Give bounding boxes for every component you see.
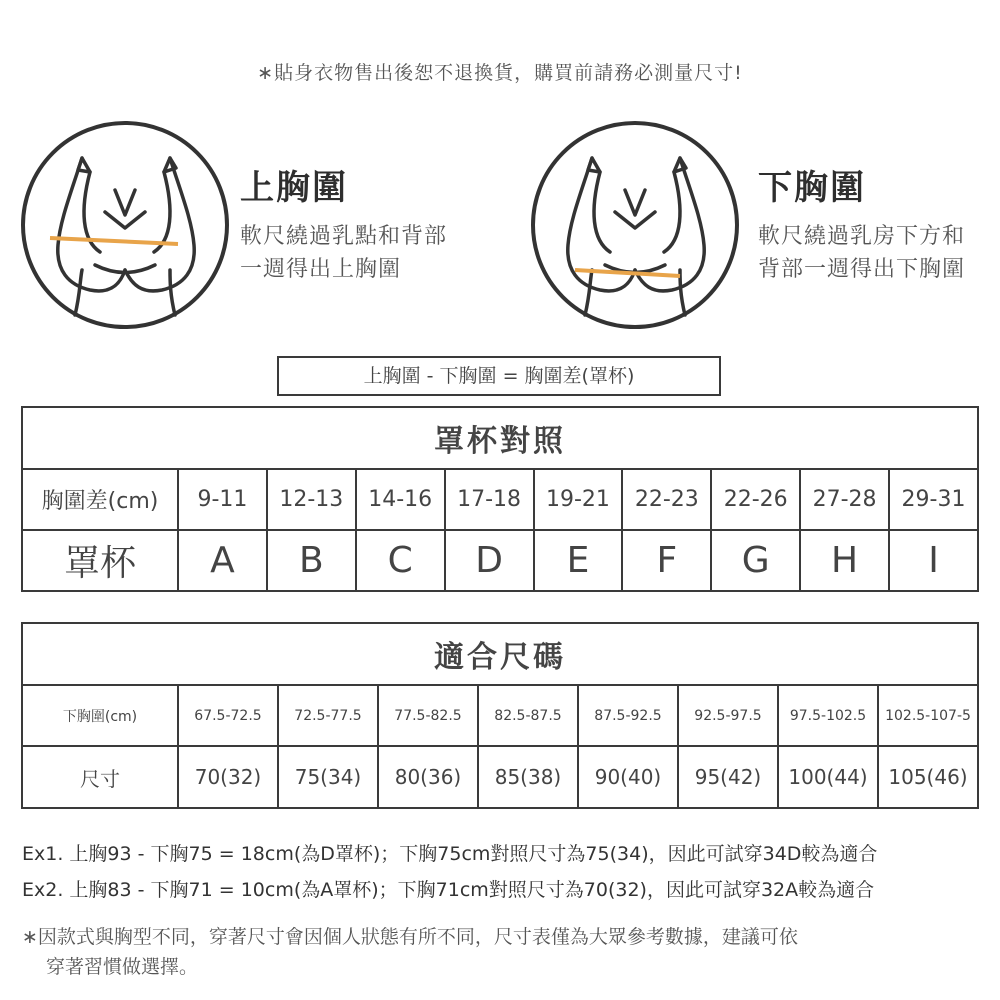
size-value-cell: 95(42) — [678, 746, 778, 808]
cup-letter-cell: E — [534, 530, 623, 591]
cup-letter-cell: A — [178, 530, 267, 591]
footnote-line1: ∗因款式與胸型不同，穿著尺寸會因個人狀態有所不同，尺寸表僅為大眾參考數據，建議可依 — [22, 926, 798, 948]
cup-size-table — [21, 406, 979, 592]
size-range-cell: 72.5-77.5 — [278, 685, 378, 746]
size-range-cell: 77.5-82.5 — [378, 685, 478, 746]
size-value-cell: 105(46) — [878, 746, 978, 808]
upper-bust-svg — [20, 120, 230, 330]
upper-bust-desc-line2: 一週得出上胸圍 — [240, 257, 402, 282]
formula-box: 上胸圍 - 下胸圍 = 胸圍差(罩杯) — [277, 356, 721, 396]
cup-diff-row — [22, 469, 978, 530]
cup-letter-cell: H — [800, 530, 889, 591]
size-range-header: 下胸圍(cm) — [22, 685, 178, 746]
cup-letter-cell: G — [711, 530, 800, 591]
example-2: Ex2. 上胸83 - 下胸71 = 10cm(為A罩杯)；下胸71cm對照尺寸為70(32)，因此可試穿32A較為適合 — [22, 879, 875, 901]
size-value-header: 尺寸 — [22, 746, 178, 808]
notice-top: ∗貼身衣物售出後恕不退換貨，購買前請務必測量尺寸! — [257, 62, 743, 84]
size-table-title: 適合尺碼 — [22, 623, 978, 685]
size-value-cell: 90(40) — [578, 746, 678, 808]
size-range-cell: 87.5-92.5 — [578, 685, 678, 746]
cup-diff-cell: 29-31 — [889, 469, 978, 530]
upper-bust-title: 上胸圍 — [240, 168, 348, 208]
cup-diff-cell: 22-26 — [711, 469, 800, 530]
cup-letter-cell: C — [356, 530, 445, 591]
size-range-cell: 97.5-102.5 — [778, 685, 878, 746]
size-value-cell: 80(36) — [378, 746, 478, 808]
cup-diff-cell: 19-21 — [534, 469, 623, 530]
size-range-row — [22, 685, 978, 746]
cup-letter-cell: D — [445, 530, 534, 591]
example-1: Ex1. 上胸93 - 下胸75 = 18cm(為D罩杯)；下胸75cm對照尺寸為75(34)，因此可試穿34D較為適合 — [22, 843, 878, 865]
size-value-cell: 100(44) — [778, 746, 878, 808]
cup-letter-cell: I — [889, 530, 978, 591]
upper-bust-illustration — [20, 120, 230, 334]
under-bust-desc-line1: 軟尺繞過乳房下方和 — [758, 224, 966, 249]
cup-letter-header: 罩杯 — [22, 530, 178, 591]
under-bust-svg — [530, 120, 740, 330]
fit-size-table — [21, 622, 979, 809]
footnote-line2: 穿著習慣做選擇。 — [46, 956, 199, 978]
upper-bust-desc-line1: 軟尺繞過乳點和背部 — [240, 224, 448, 249]
under-bust-illustration — [530, 120, 740, 334]
size-value-cell: 85(38) — [478, 746, 578, 808]
examples — [22, 836, 877, 908]
cup-diff-cell: 14-16 — [356, 469, 445, 530]
size-range-cell: 92.5-97.5 — [678, 685, 778, 746]
size-range-cell: 82.5-87.5 — [478, 685, 578, 746]
footnote — [22, 922, 982, 982]
under-bust-desc-line2: 背部一週得出下胸圍 — [758, 257, 966, 282]
under-bust-title: 下胸圍 — [758, 168, 866, 208]
cup-diff-cell: 22-23 — [622, 469, 711, 530]
cup-diff-header: 胸圍差(cm) — [22, 469, 178, 530]
cup-diff-cell: 17-18 — [445, 469, 534, 530]
under-bust-desc — [758, 220, 965, 286]
cup-letter-cell: B — [267, 530, 356, 591]
size-value-cell: 75(34) — [278, 746, 378, 808]
cup-diff-cell: 9-11 — [178, 469, 267, 530]
cup-table-title: 罩杯對照 — [22, 407, 978, 469]
size-range-cell: 67.5-72.5 — [178, 685, 278, 746]
size-range-cell: 102.5-107-5 — [878, 685, 978, 746]
size-value-cell: 70(32) — [178, 746, 278, 808]
cup-letter-row — [22, 530, 978, 591]
size-value-row — [22, 746, 978, 808]
upper-bust-desc — [240, 220, 447, 286]
cup-diff-cell: 27-28 — [800, 469, 889, 530]
cup-letter-cell: F — [622, 530, 711, 591]
cup-diff-cell: 12-13 — [267, 469, 356, 530]
